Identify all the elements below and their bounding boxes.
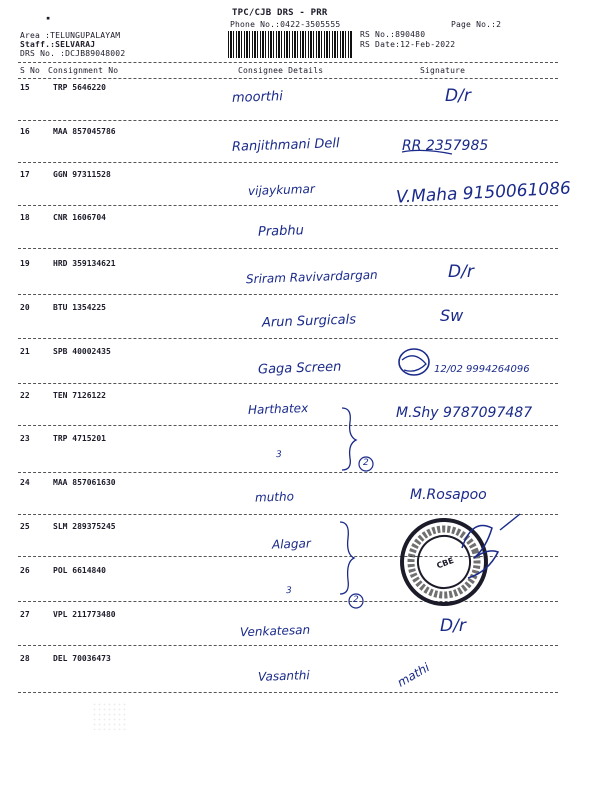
rs-number: RS No.:890480 <box>360 30 426 39</box>
row-consignment: TRP 5646220 <box>53 83 106 92</box>
handwritten-consignee: Venkatesan <box>239 622 311 640</box>
handwritten-consignee: mutho <box>254 489 295 505</box>
row-consignment: VPL 211773480 <box>53 610 116 619</box>
handwritten-consignee: Gaga Screen <box>257 359 342 378</box>
row-consignment: TRP 4715201 <box>53 434 106 443</box>
row-consignment: DEL 70036473 <box>53 654 111 663</box>
tick-mark: 3 <box>285 585 292 597</box>
row-consignment: TEN 7126122 <box>53 391 106 400</box>
signature: M.Rosapoo <box>410 487 487 503</box>
signature: D/r <box>448 262 474 282</box>
row-consignment: SPB 40002435 <box>53 347 111 356</box>
rs-date: RS Date:12-Feb-2022 <box>360 40 456 49</box>
row-sno: 28 <box>20 654 30 663</box>
tick-mark: 3 <box>275 449 282 461</box>
signature: M.Shy 9787097487 <box>396 405 533 421</box>
signature: D/r <box>440 616 466 636</box>
circled-number: 2 <box>363 458 369 468</box>
col-consignee-header: Consignee Details <box>238 66 324 75</box>
row-consignment: MAA 857061630 <box>53 478 116 487</box>
row-sno: 15 <box>20 83 30 92</box>
signature: V.Maha 9150061086 <box>395 178 572 208</box>
row-sno: 17 <box>20 170 30 179</box>
row-consignment: MAA 857045786 <box>53 127 116 136</box>
row-sno: 23 <box>20 434 30 443</box>
row-sno: 20 <box>20 303 30 312</box>
row-sno: 26 <box>20 566 30 575</box>
row-consignment: SLM 289375245 <box>53 522 116 531</box>
row-consignment: POL 6614840 <box>53 566 106 575</box>
signature: RR 2357985 <box>402 138 489 154</box>
row-consignment: GGN 97311528 <box>53 170 111 179</box>
scan-noise <box>92 702 128 730</box>
col-consignment-header: Consignment No <box>48 66 119 75</box>
row-sno: 21 <box>20 347 30 356</box>
handwritten-consignee: vijaykumar <box>247 181 315 199</box>
row-sno: 19 <box>20 259 30 268</box>
col-signature-header: Signature <box>420 66 466 75</box>
handwritten-consignee: Prabhu <box>257 223 305 240</box>
handwritten-consignee: moorthi <box>231 89 284 106</box>
row-consignment: BTU 1354225 <box>53 303 106 312</box>
handwritten-consignee: Harthatex <box>247 400 309 418</box>
report-title: TPC/CJB DRS - PRR <box>232 8 328 18</box>
page-number: Page No.:2 <box>451 20 502 29</box>
row-consignment: HRD 359134621 <box>53 259 116 268</box>
signature: Sw <box>440 306 464 325</box>
scan-speck: ▪ <box>46 14 51 22</box>
signature: 12/02 9994264096 <box>434 364 530 375</box>
row-sno: 24 <box>20 478 30 487</box>
circled-number: 2 <box>353 595 359 605</box>
phone-number: Phone No.:0422-3505555 <box>230 20 341 29</box>
row-sno: 22 <box>20 391 30 400</box>
handwritten-consignee: Vasanthi <box>257 668 310 684</box>
handwritten-consignee: Ranjithmani Dell <box>231 136 340 155</box>
row-sno: 25 <box>20 522 30 531</box>
row-sno: 18 <box>20 213 30 222</box>
row-sno: 16 <box>20 127 30 136</box>
handwritten-consignee: Alagar <box>271 536 312 552</box>
area-label: Area :TELUNGUPALAYAM <box>20 31 121 40</box>
drs-number: DRS No. :DCJB89048002 <box>20 49 126 58</box>
col-sno-header: S No <box>20 66 41 75</box>
staff-label: Staff.:SELVARAJ <box>20 40 96 49</box>
row-sno: 27 <box>20 610 30 619</box>
signature: mathi <box>394 660 432 690</box>
handwritten-consignee: Sriram Ravivardargan <box>245 267 378 287</box>
signature: D/r <box>445 86 471 106</box>
handwritten-consignee: Arun Surgicals <box>261 312 357 331</box>
stamp-inner-text: CBE <box>435 555 455 571</box>
row-consignment: CNR 1606704 <box>53 213 106 222</box>
